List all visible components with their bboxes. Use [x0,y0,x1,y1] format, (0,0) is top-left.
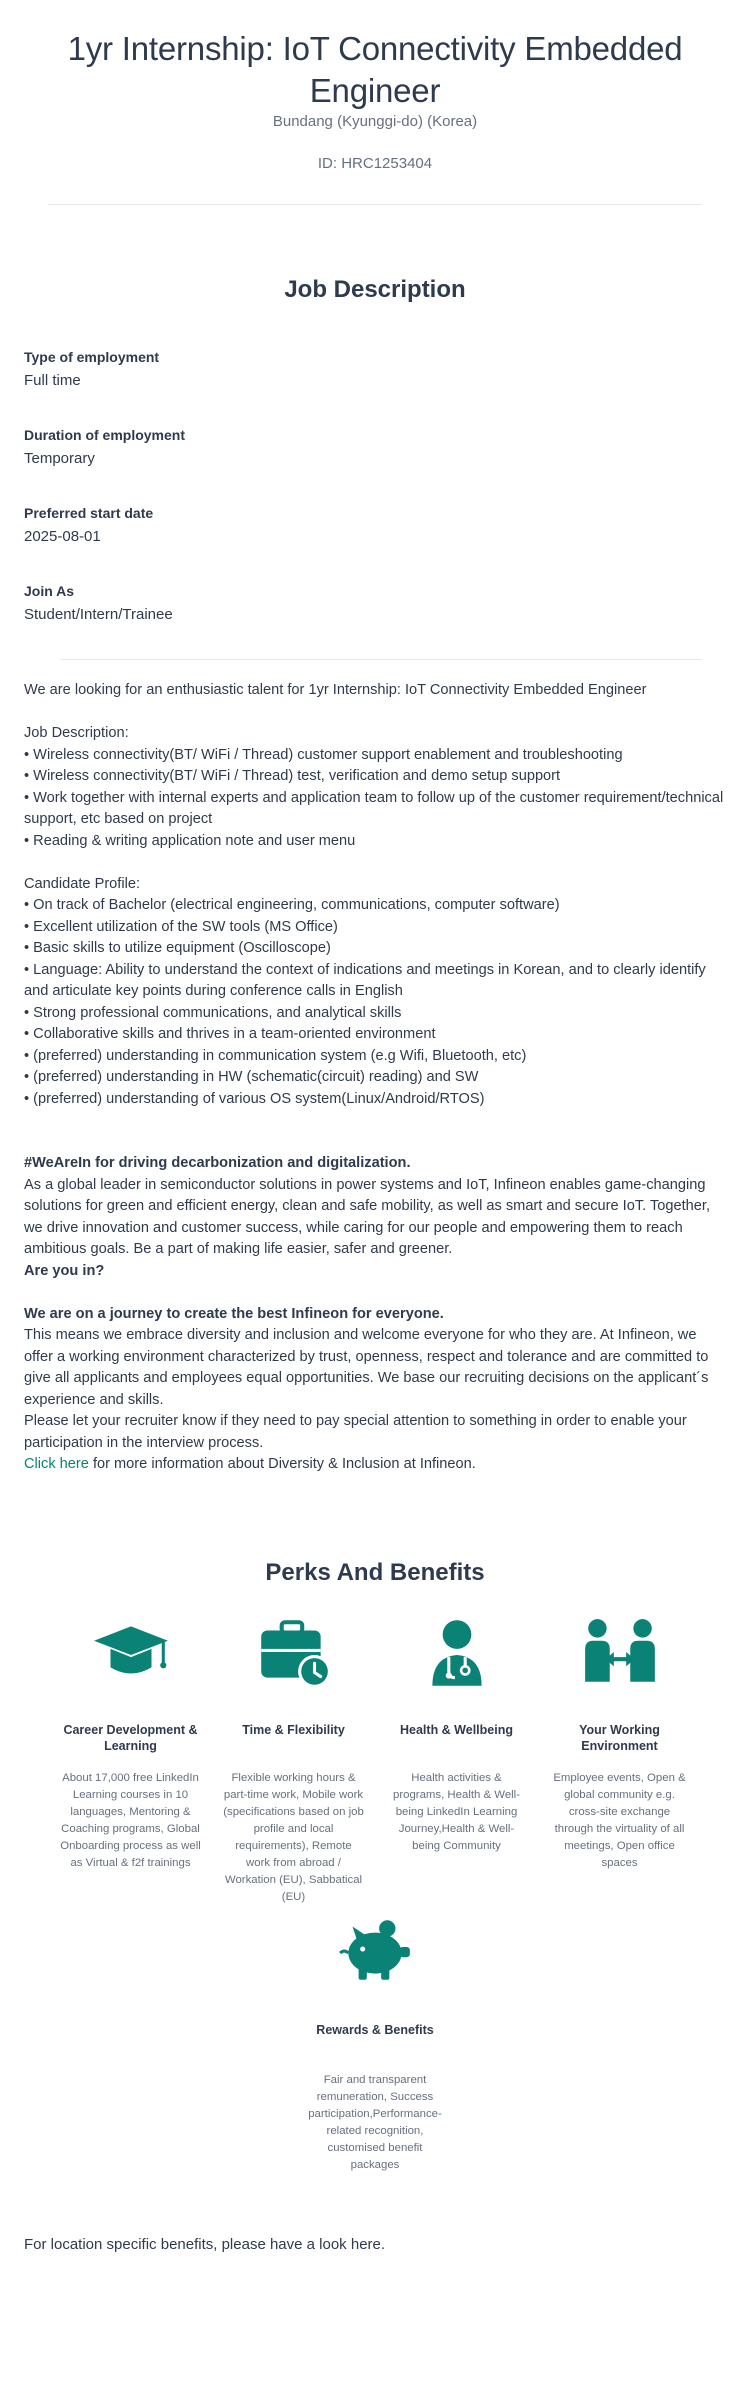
perk-time-flexibility [212,1610,375,1906]
list-item: • (preferred) understanding in communication system (e.g Wifi, Bluetooth, etc) [24,1047,527,1064]
header-divider [48,204,702,205]
perk-title: Your Working Environment [579,1722,660,1753]
fact-start-date [24,503,726,549]
perk-text: Fair and transparent remuneration, Success participation,Performance-related recognition, customised benefit packages [308,2073,442,2171]
perk-title: Career Development & Learning [63,1722,198,1753]
job-location: Bundang (Kyunggi-do) (Korea) [272,113,478,130]
recruiter-text: Please let your recruiter know if they need to pay special attention to something in order to enable your participation in the interview process. [24,1413,687,1451]
perk-text: Employee events, Open & global community e.g. cross-site exchange through the virtuality of all meetings, Open office spaces [553,1771,686,1869]
perk-rewards-benefits [294,1906,457,2174]
location-benefits-note: For location specific benefits, please have a look here. [24,2235,386,2253]
fact-employment-type [24,347,726,393]
people-exchange-icon [538,1610,701,1696]
candidate-heading: Candidate Profile: [24,875,141,892]
fact-employment-duration [24,425,726,471]
perk-working-environment [538,1610,701,1906]
list-item: • (preferred) understanding of various OS system(Linux/Android/RTOS) [24,1090,485,1107]
intro-text: We are looking for an enthusiastic talent for 1yr Internship: IoT Connectivity Embedded Engineer [24,682,647,698]
are-you-in: Are you in? [24,1262,105,1279]
perks-grid [0,1610,750,1906]
fact-label: Duration of employment [24,427,186,443]
journey-text: This means we embrace diversity and inclusion and welcome everyone for who they are. At Infineon, we offer a working environment characterized by trust, openness, respect and tolerance and are committed to give all applicants and employees equal opportunities. We base our recruiting decisions on the applicant´s experience and skills. [24,1327,709,1408]
perk-text: About 17,000 free LinkedIn Learning courses in 10 languages, Mentoring & Coaching programs, Global Onboarding process as well as Virtual & f2f trainings [60,1771,201,1869]
perk-title: Time & Flexibility [242,1722,345,1737]
fact-value: Full time [24,372,81,389]
perk-text: Flexible working hours & part-time work, Mobile work (specifications based on job profile and local requirements), Remote work from abroad / Workation (EU), Sabbatical (EU) [223,1771,364,1903]
job-description-body [0,680,750,1476]
list-item: • (preferred) understanding in HW (schematic(circuit) reading) and SW [24,1069,479,1085]
list-item: • Collaborative skills and thrives in a team-oriented environment [24,1026,436,1042]
list-item: • Basic skills to utilize equipment (Oscilloscope) [24,940,331,956]
perk-title: Health & Wellbeing [400,1722,513,1737]
click-here-link[interactable]: Click here [24,1456,89,1472]
wearein-heading: #WeAreIn for driving decarbonization and digitalization. [24,1155,411,1171]
perk-title: Rewards & Benefits [316,2022,434,2037]
perk-health-wellbeing [375,1610,538,1906]
job-title: 1yr Internship: IoT Connectivity Embedded Engineer [67,30,683,109]
wearein-text: As a global leader in semiconductor solutions in power systems and IoT, Infineon enables game-changing solutions for green and efficient energy, clean and safe mobility, as well as smart and secure IoT. Together, we drive innovation and customer success, while caring for our people and empowering them to reach ambitious goals. Be a part of making life easier, safer and greener. [24,1176,711,1257]
list-item: • Language: Ability to understand the context of indications and meetings in Korean, and to clearly identify and articulate key points during conference calls in English [24,961,706,999]
list-item: • Wireless connectivity(BT/ WiFi / Thread) customer support enablement and troubleshooting [24,746,623,763]
list-item: • Wireless connectivity(BT/ WiFi / Thread) test, verification and demo setup support [24,768,561,784]
fact-join-as [24,581,726,627]
perk-text: Health activities & programs, Health & Well-being LinkedIn Learning Journey,Health & Well-being Community [392,1771,521,1852]
fact-value: 2025-08-01 [24,528,101,545]
fact-label: Preferred start date [24,505,154,521]
facts-divider [60,659,702,660]
diversity-line [24,1454,726,1476]
fact-label: Join As [24,583,75,599]
job-id: ID: HRC1253404 [317,155,433,172]
list-item: • Work together with internal experts and application team to follow up of the customer requirement/technical support, etc based on project [24,789,724,827]
briefcase-clock-icon [212,1610,375,1696]
job-desc-heading: Job Description: [24,725,129,741]
diversity-line-suffix: for more information about Diversity & Inclusion at Infineon. [88,1456,476,1472]
piggy-bank-icon [294,1906,457,1992]
list-item: • On track of Bachelor (electrical engineering, communications, computer software) [24,897,560,913]
list-item: • Strong professional communications, and analytical skills [24,1004,402,1021]
fact-label: Type of employment [24,349,160,365]
perks-grid-row2 [0,1906,750,2174]
perks-title: Perks And Benefits [265,1558,485,1586]
doctor-icon [375,1610,538,1696]
graduation-cap-icon [49,1610,212,1696]
journey-heading: We are on a journey to create the best Infineon for everyone. [24,1305,444,1322]
fact-value: Student/Intern/Trainee [24,606,173,623]
fact-value: Temporary [24,450,95,467]
job-description-title: Job Description [284,276,466,303]
list-item: • Excellent utilization of the SW tools (MS Office) [24,918,338,935]
job-facts [0,347,750,627]
list-item: • Reading & writing application note and user menu [24,832,356,849]
perk-career-development [49,1610,212,1906]
